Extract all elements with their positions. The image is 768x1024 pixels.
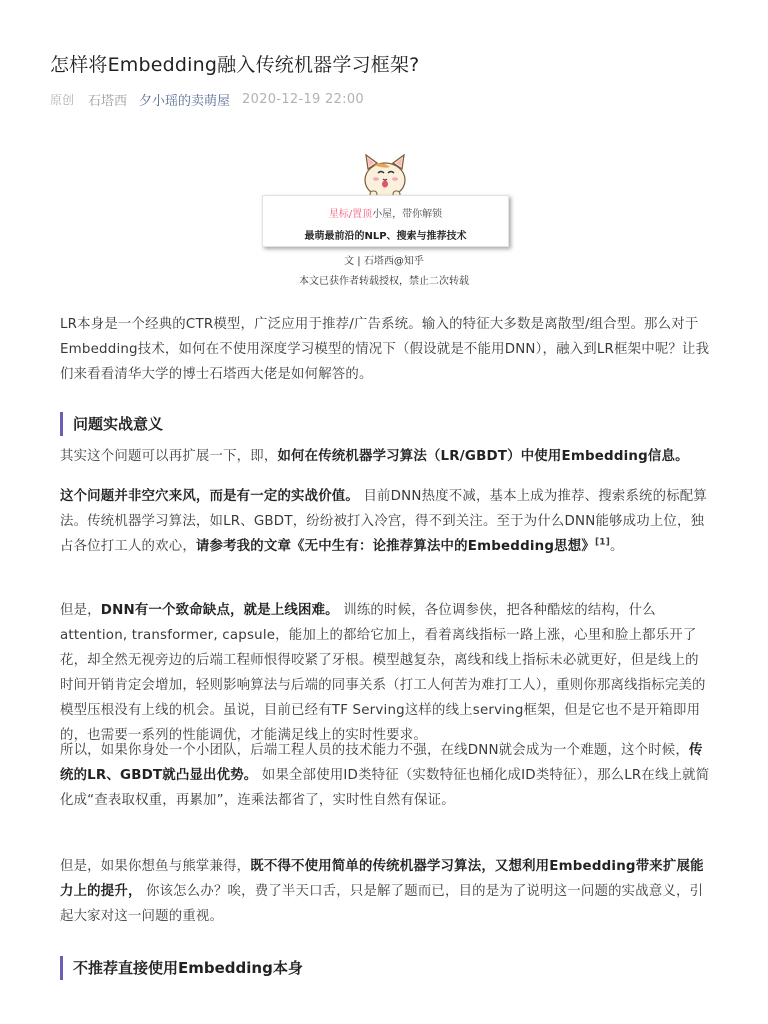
author-name: 石塔西 [88, 94, 128, 109]
promo-banner [262, 195, 509, 247]
paragraph-2: 这个问题并非空穴来风，而是有一定的实战价值。 目前DNN热度不减，基本上成为推荐、搜索系统的标配算法。传统机器学习算法，如LR、GBDT，纷纷被打入冷宫，得不到关注。至于为什么DNN能够成功上位，独占各位打工人的欢心，请参考我的文章《无中生有：论推荐算法中的Embedding思想》[1]。 [60, 489, 707, 554]
intro-paragraph: LR本身是一个经典的CTR模型，广泛应用于推荐/广告系统。输入的特征大多数是离散型/组合型。那么对于Embedding技术，如何在不使用深度学习模型的情况下（假设就是不能用DNN），融入到LR框架中呢？让我们来看看清华大学的博士石塔西大佬是如何解答的。 [60, 317, 710, 382]
promo-line1-text: 小屋，带你解锁 [372, 209, 443, 220]
article-meta [50, 90, 364, 109]
account-link[interactable]: 夕小瑶的卖萌屋 [139, 94, 231, 109]
credit-author: 文 | 石塔西@知乎 [344, 256, 424, 267]
paragraph-4: 所以，如果你身处一个小团队，后端工程人员的技术能力不强，在线DNN就会成为一个难题，这个时候，传统的LR、GBDT就凸显出优势。 如果全部使用ID类特征（实数特征也桶化成ID类特征），那么LR在线上就简化成“查表取权重，再累加”，连乘法都省了，实时性自然有保证。 [60, 743, 710, 808]
paragraph-5: 但是，如果你想鱼与熊掌兼得，既不得不使用简单的传统机器学习算法，又想利用Embedding带来扩展能力上的提升， 你该怎么办？唉，费了半天口舌，只是解了题而已，目的是为了说明这一问题的实战意义，引起大家对这一问题的重视。 [60, 859, 704, 924]
section-heading-no-direct-embedding: 不推荐直接使用Embedding本身 [60, 956, 303, 980]
original-tag: 原创 [50, 93, 75, 107]
promo-highlight: 星标/置顶 [328, 209, 373, 220]
promo-line1 [263, 205, 508, 220]
section-heading-practical-meaning: 问题实战意义 [60, 412, 163, 436]
credit-notice: 本文已获作者转载授权，禁止二次转载 [299, 276, 469, 287]
reference-marker[interactable]: [1] [594, 537, 611, 548]
promo-line2: 最萌最前沿的NLP、搜索与推荐技术 [304, 231, 467, 242]
paragraph-1: 其实这个问题可以再扩展一下，即，如何在传统机器学习算法（LR/GBDT）中使用Embedding信息。 [60, 449, 689, 464]
reference-article-link[interactable]: 请参考我的文章《无中生有：论推荐算法中的Embedding思想》 [195, 539, 595, 554]
paragraph-3: 但是，DNN有一个致命缺点，就是上线困难。 训练的时候，各位调参侠，把各种酷炫的结构，什么attention, transformer, capsule，能加上的都给它加上，看着离线指标一路上涨，心里和脸上都乐开了花，却全然无视旁边的后端工程师恨得咬紧了牙根。模型越复杂，离线和线上指标未必就更好，但是线上的时间开销肯定会增加，轻则影响算法与后端的同事关系（打工人何苦为难打工人），重则你那离线指标完美的模型压根没有上线的机会。虽说，目前已经有TF Serving这样的线上serving框架，但是它也不是开箱即用的，也需要一系列的性能调优，才能满足线上的实时性要求。 [60, 603, 706, 743]
cat-mascot-icon [360, 151, 410, 199]
article-title: 怎样将Embedding融入传统机器学习框架? [50, 54, 420, 76]
publish-date: 2020-12-19 22:00 [242, 92, 364, 107]
